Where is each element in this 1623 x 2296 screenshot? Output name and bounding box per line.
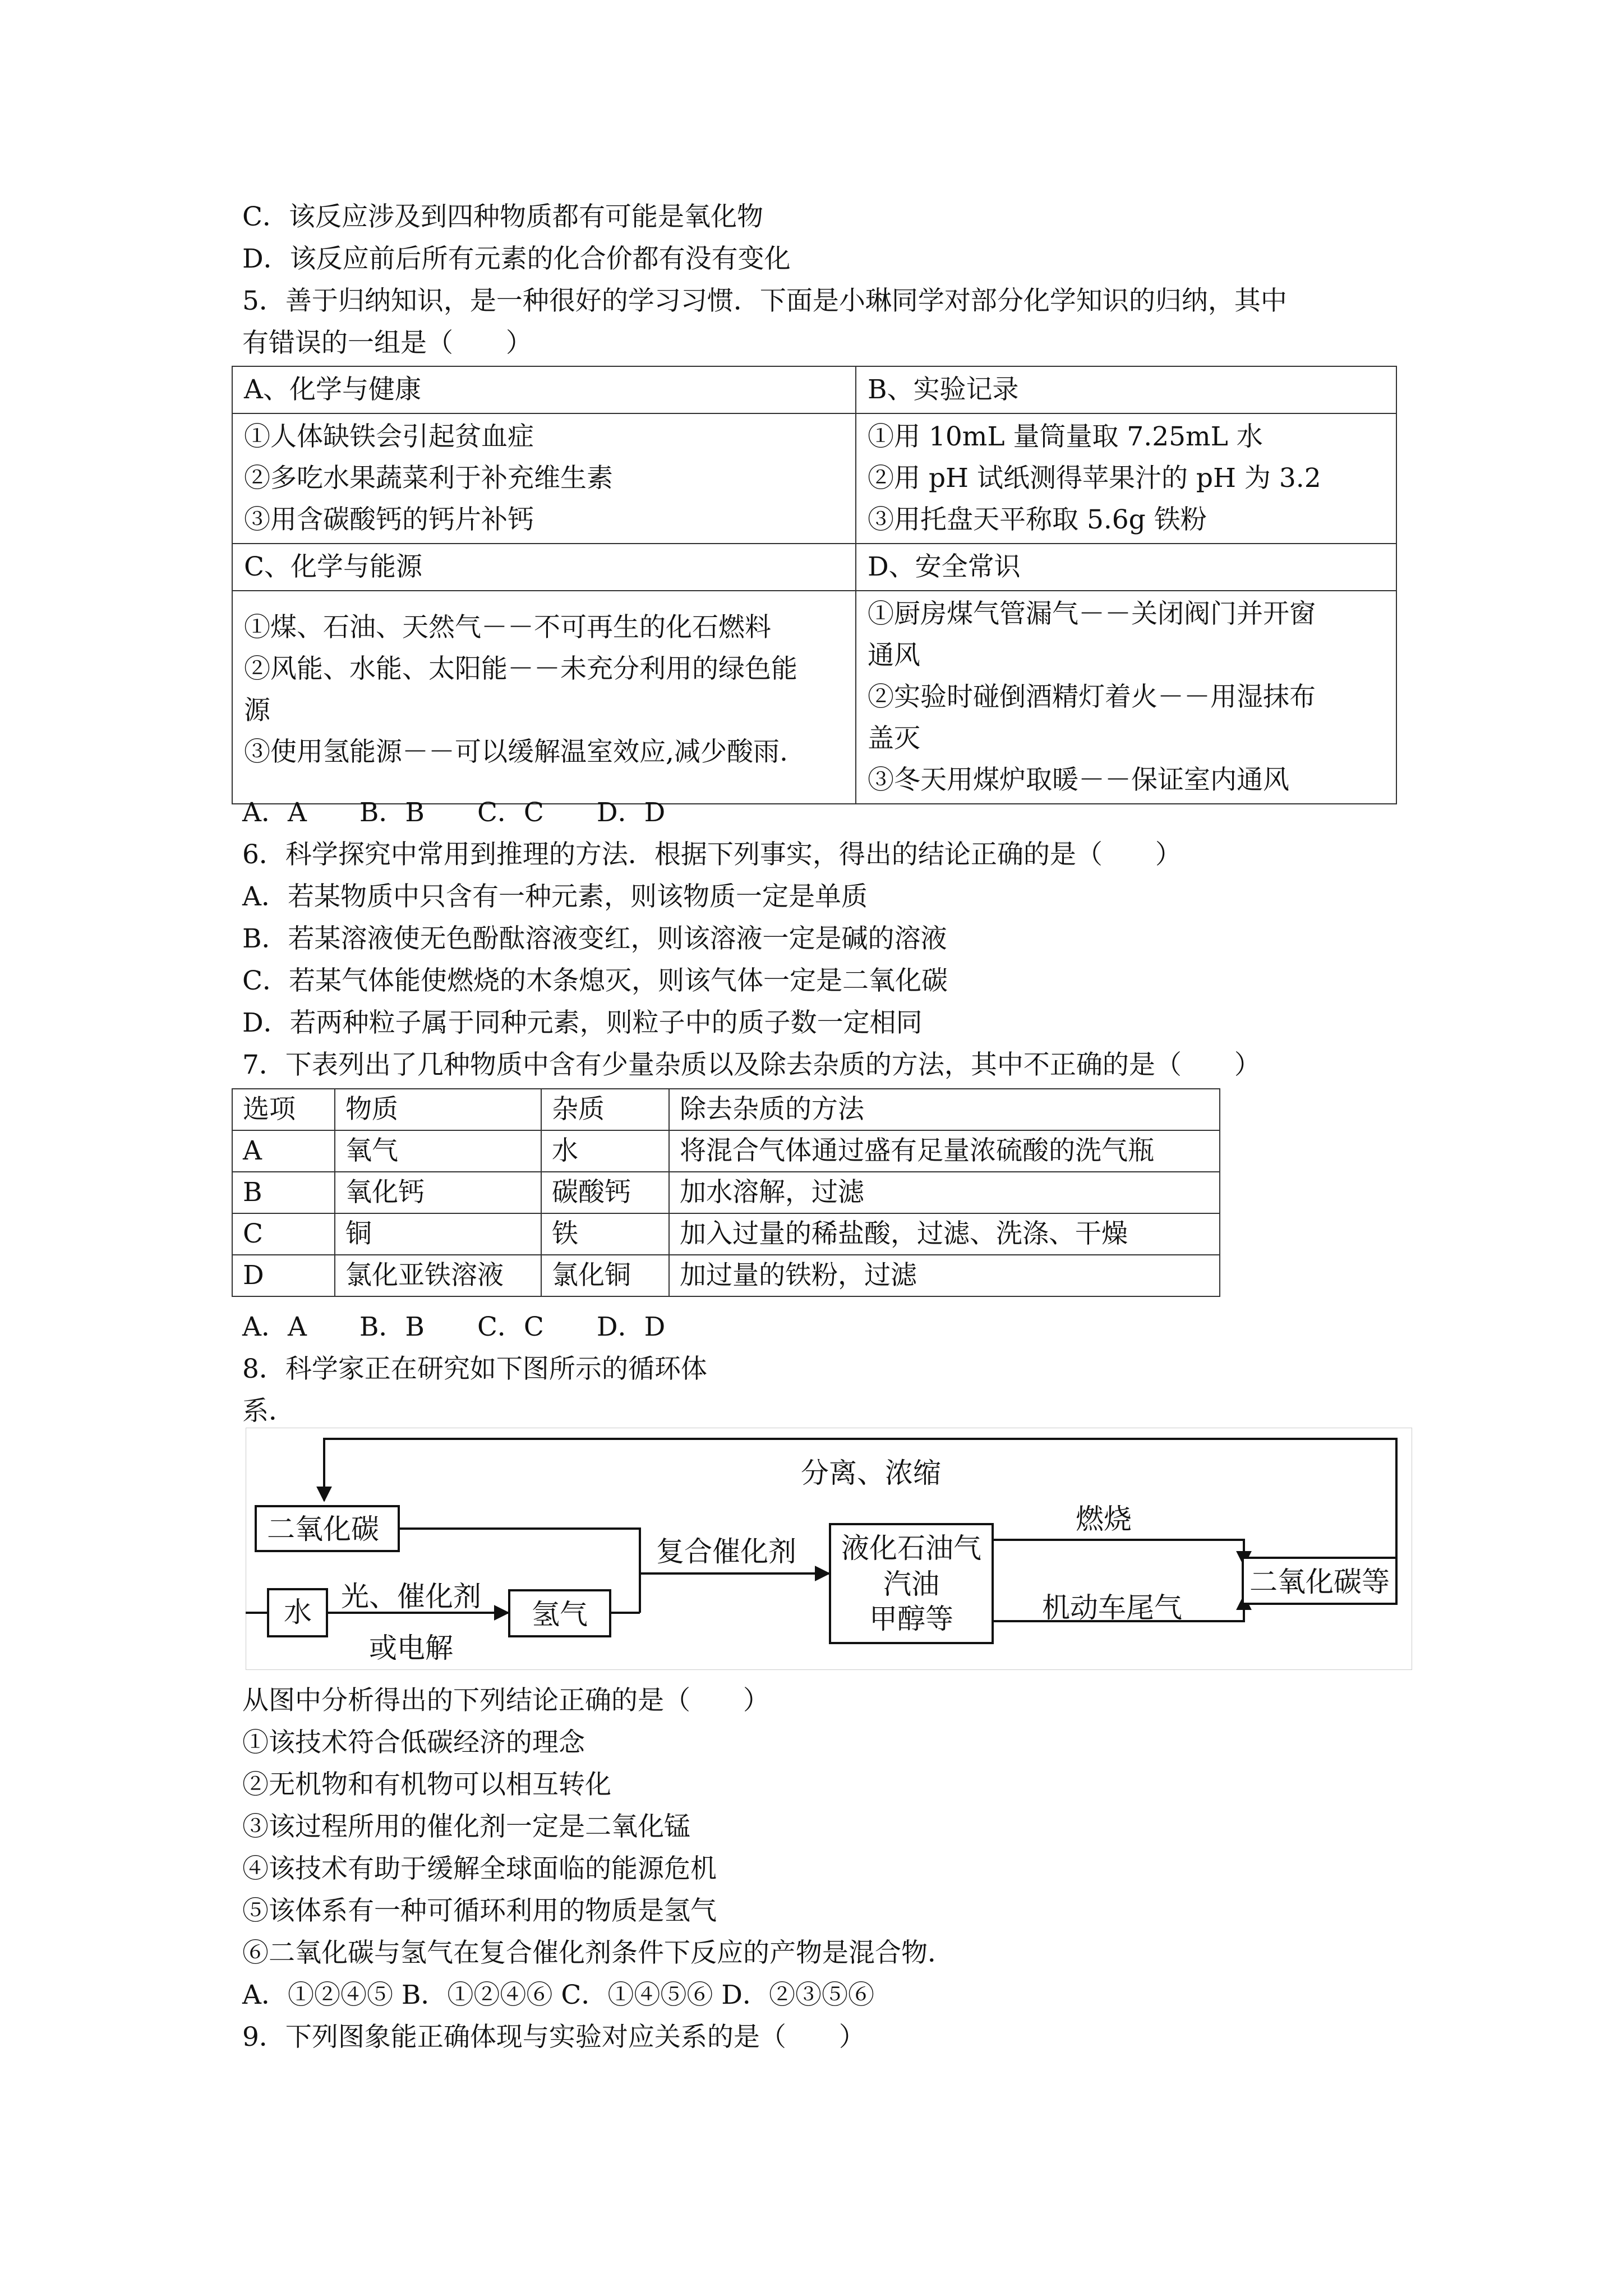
q7-cell: 铜 — [335, 1213, 541, 1255]
carbon-cycle-diagram — [246, 1428, 1412, 1670]
q5-d-item-3: ③冬天用煤炉取暖－－保证室内通风 — [868, 765, 1289, 795]
q5-cell-c — [232, 591, 856, 804]
label-co2: 二氧化碳 — [267, 1513, 379, 1545]
label-lpg: 液化石油气 — [841, 1532, 981, 1565]
table-row — [232, 1213, 1220, 1255]
q8-question: 从图中分析得出的下列结论正确的是（ ） — [242, 1685, 769, 1716]
q5-c-item-2a: ②风能、水能、太阳能－－未充分利用的绿色能 — [244, 654, 797, 684]
q7-cell: 将混合气体通过盛有足量浓硫酸的洗气瓶 — [669, 1130, 1220, 1172]
q5-b-item-1: ①用 10mL 量筒量取 7.25mL 水 — [868, 421, 1263, 452]
q6-stem: 6．科学探究中常用到推理的方法．根据下列事实，得出的结论正确的是（ ） — [242, 839, 1182, 870]
q7-cell: 加水溶解，过滤 — [669, 1172, 1220, 1213]
q5-b-item-3: ③用托盘天平称取 5.6g 铁粉 — [868, 504, 1207, 535]
q8-statement-4: ④该技术有助于缓解全球面临的能源危机 — [242, 1853, 717, 1884]
q7-cell: 水 — [541, 1130, 669, 1172]
q7-stem: 7．下表列出了几种物质中含有少量杂质以及除去杂质的方法，其中不正确的是（ ） — [242, 1050, 1261, 1080]
q8-statement-3: ③该过程所用的催化剂一定是二氧化锰 — [242, 1811, 690, 1842]
q7-cell: A — [232, 1130, 335, 1172]
table-row — [232, 1255, 1220, 1296]
label-electrolysis: 或电解 — [369, 1632, 453, 1664]
label-burn: 燃烧 — [1076, 1503, 1132, 1535]
q7-header-row — [232, 1089, 1220, 1130]
q6-option-b: B．若某溶液使无色酚酞溶液变红，则该溶液一定是碱的溶液 — [242, 923, 947, 954]
q8-statement-2: ②无机物和有机物可以相互转化 — [242, 1769, 611, 1800]
q5-cell-a — [232, 413, 856, 544]
q7-cell: B — [232, 1172, 335, 1213]
label-separate: 分离、浓缩 — [801, 1457, 941, 1489]
label-exhaust: 机动车尾气 — [1042, 1591, 1182, 1624]
q5-cell-c-title: C、化学与能源 — [232, 544, 856, 591]
q5-cell-b-title: B、实验记录 — [856, 366, 1396, 413]
q8-stem-line1: 8．科学家正在研究如下图所示的循环体 — [242, 1354, 707, 1384]
q7-cell: 氧气 — [335, 1130, 541, 1172]
q5-d-item-2a: ②实验时碰倒酒精灯着火－－用湿抹布 — [868, 682, 1316, 712]
q7-header-impurity: 杂质 — [541, 1089, 669, 1130]
q7-header-option: 选项 — [232, 1089, 335, 1130]
q7-cell: 加入过量的稀盐酸，过滤、洗涤、干燥 — [669, 1213, 1220, 1255]
q5-a-item-2: ②多吃水果蔬菜利于补充维生素 — [244, 463, 613, 494]
q5-b-item-2: ②用 pH 试纸测得苹果汁的 pH 为 3.2 — [868, 463, 1321, 494]
q5-d-item-1a: ①厨房煤气管漏气－－关闭阀门并开窗 — [868, 599, 1316, 629]
q5-cell-b — [856, 413, 1396, 544]
label-h2: 氢气 — [532, 1598, 588, 1631]
q5-cell-d — [856, 591, 1396, 804]
q8-stem-line2: 系． — [242, 1396, 295, 1427]
q5-answer-options: A．A B．B C．C D．D — [242, 797, 666, 828]
q7-cell: 氯化亚铁溶液 — [335, 1255, 541, 1296]
q5-table — [232, 366, 1397, 804]
q8-statement-5: ⑤该体系有一种可循环利用的物质是氢气 — [242, 1895, 717, 1926]
q5-c-item-3: ③使用氢能源－－可以缓解温室效应,减少酸雨. — [244, 737, 788, 767]
q5-a-item-1: ①人体缺铁会引起贫血症 — [244, 421, 534, 452]
q5-cell-d-title: D、安全常识 — [856, 544, 1396, 591]
q6-option-a: A．若某物质中只含有一种元素，则该物质一定是单质 — [242, 881, 868, 912]
q6-option-c: C．若某气体能使燃烧的木条熄灭，则该气体一定是二氧化碳 — [242, 965, 948, 996]
q7-cell: 碳酸钙 — [541, 1172, 669, 1213]
q7-cell: 铁 — [541, 1213, 669, 1255]
q5-c-item-1: ①煤、石油、天然气－－不可再生的化石燃料 — [244, 612, 771, 643]
q7-cell: 氧化钙 — [335, 1172, 541, 1213]
label-gasoline: 汽油 — [883, 1568, 939, 1600]
q7-cell: 氯化铜 — [541, 1255, 669, 1296]
table-row — [232, 1130, 1220, 1172]
label-light-catalyst: 光、催化剂 — [341, 1580, 481, 1613]
q5-a-item-3: ③用含碳酸钙的钙片补钙 — [244, 504, 534, 535]
q4-option-d: D．该反应前后所有元素的化合价都有没有变化 — [242, 243, 791, 274]
q8-answer-options: A．①②④⑤ B．①②④⑥ C．①④⑤⑥ D．②③⑤⑥ — [242, 1980, 874, 2010]
label-methanol: 甲醇等 — [869, 1603, 953, 1635]
q7-header-method: 除去杂质的方法 — [669, 1089, 1220, 1130]
q7-table — [232, 1088, 1220, 1297]
label-catalyst: 复合催化剂 — [656, 1535, 796, 1568]
q9-stem: 9．下列图象能正确体现与实验对应关系的是（ ） — [242, 2022, 865, 2053]
q5-d-item-2b: 盖灭 — [868, 723, 920, 754]
label-co2-etc: 二氧化碳等 — [1249, 1566, 1390, 1598]
table-row — [232, 1172, 1220, 1213]
q8-statement-1: ①该技术符合低碳经济的理念 — [242, 1727, 585, 1758]
q6-option-d: D．若两种粒子属于同种元素，则粒子中的质子数一定相同 — [242, 1007, 923, 1038]
q7-answer-options: A．A B．B C．C D．D — [242, 1312, 666, 1342]
label-water: 水 — [284, 1596, 312, 1628]
q7-cell: 加过量的铁粉，过滤 — [669, 1255, 1220, 1296]
q8-statement-6: ⑥二氧化碳与氢气在复合催化剂条件下反应的产物是混合物． — [242, 1938, 954, 1968]
q5-c-item-2b: 源 — [244, 695, 270, 726]
q5-d-item-1b: 通风 — [868, 640, 920, 671]
q4-option-c: C．该反应涉及到四种物质都有可能是氧化物 — [242, 201, 763, 232]
q5-cell-a-title: A、化学与健康 — [232, 366, 856, 413]
q5-stem-line1: 5．善于归纳知识，是一种很好的学习习惯．下面是小琳同学对部分化学知识的归纳，其中 — [242, 286, 1287, 316]
q7-header-substance: 物质 — [335, 1089, 541, 1130]
q7-cell: C — [232, 1213, 335, 1255]
q7-cell: D — [232, 1255, 335, 1296]
q5-stem-line2: 有错误的一组是（ ） — [242, 328, 532, 358]
